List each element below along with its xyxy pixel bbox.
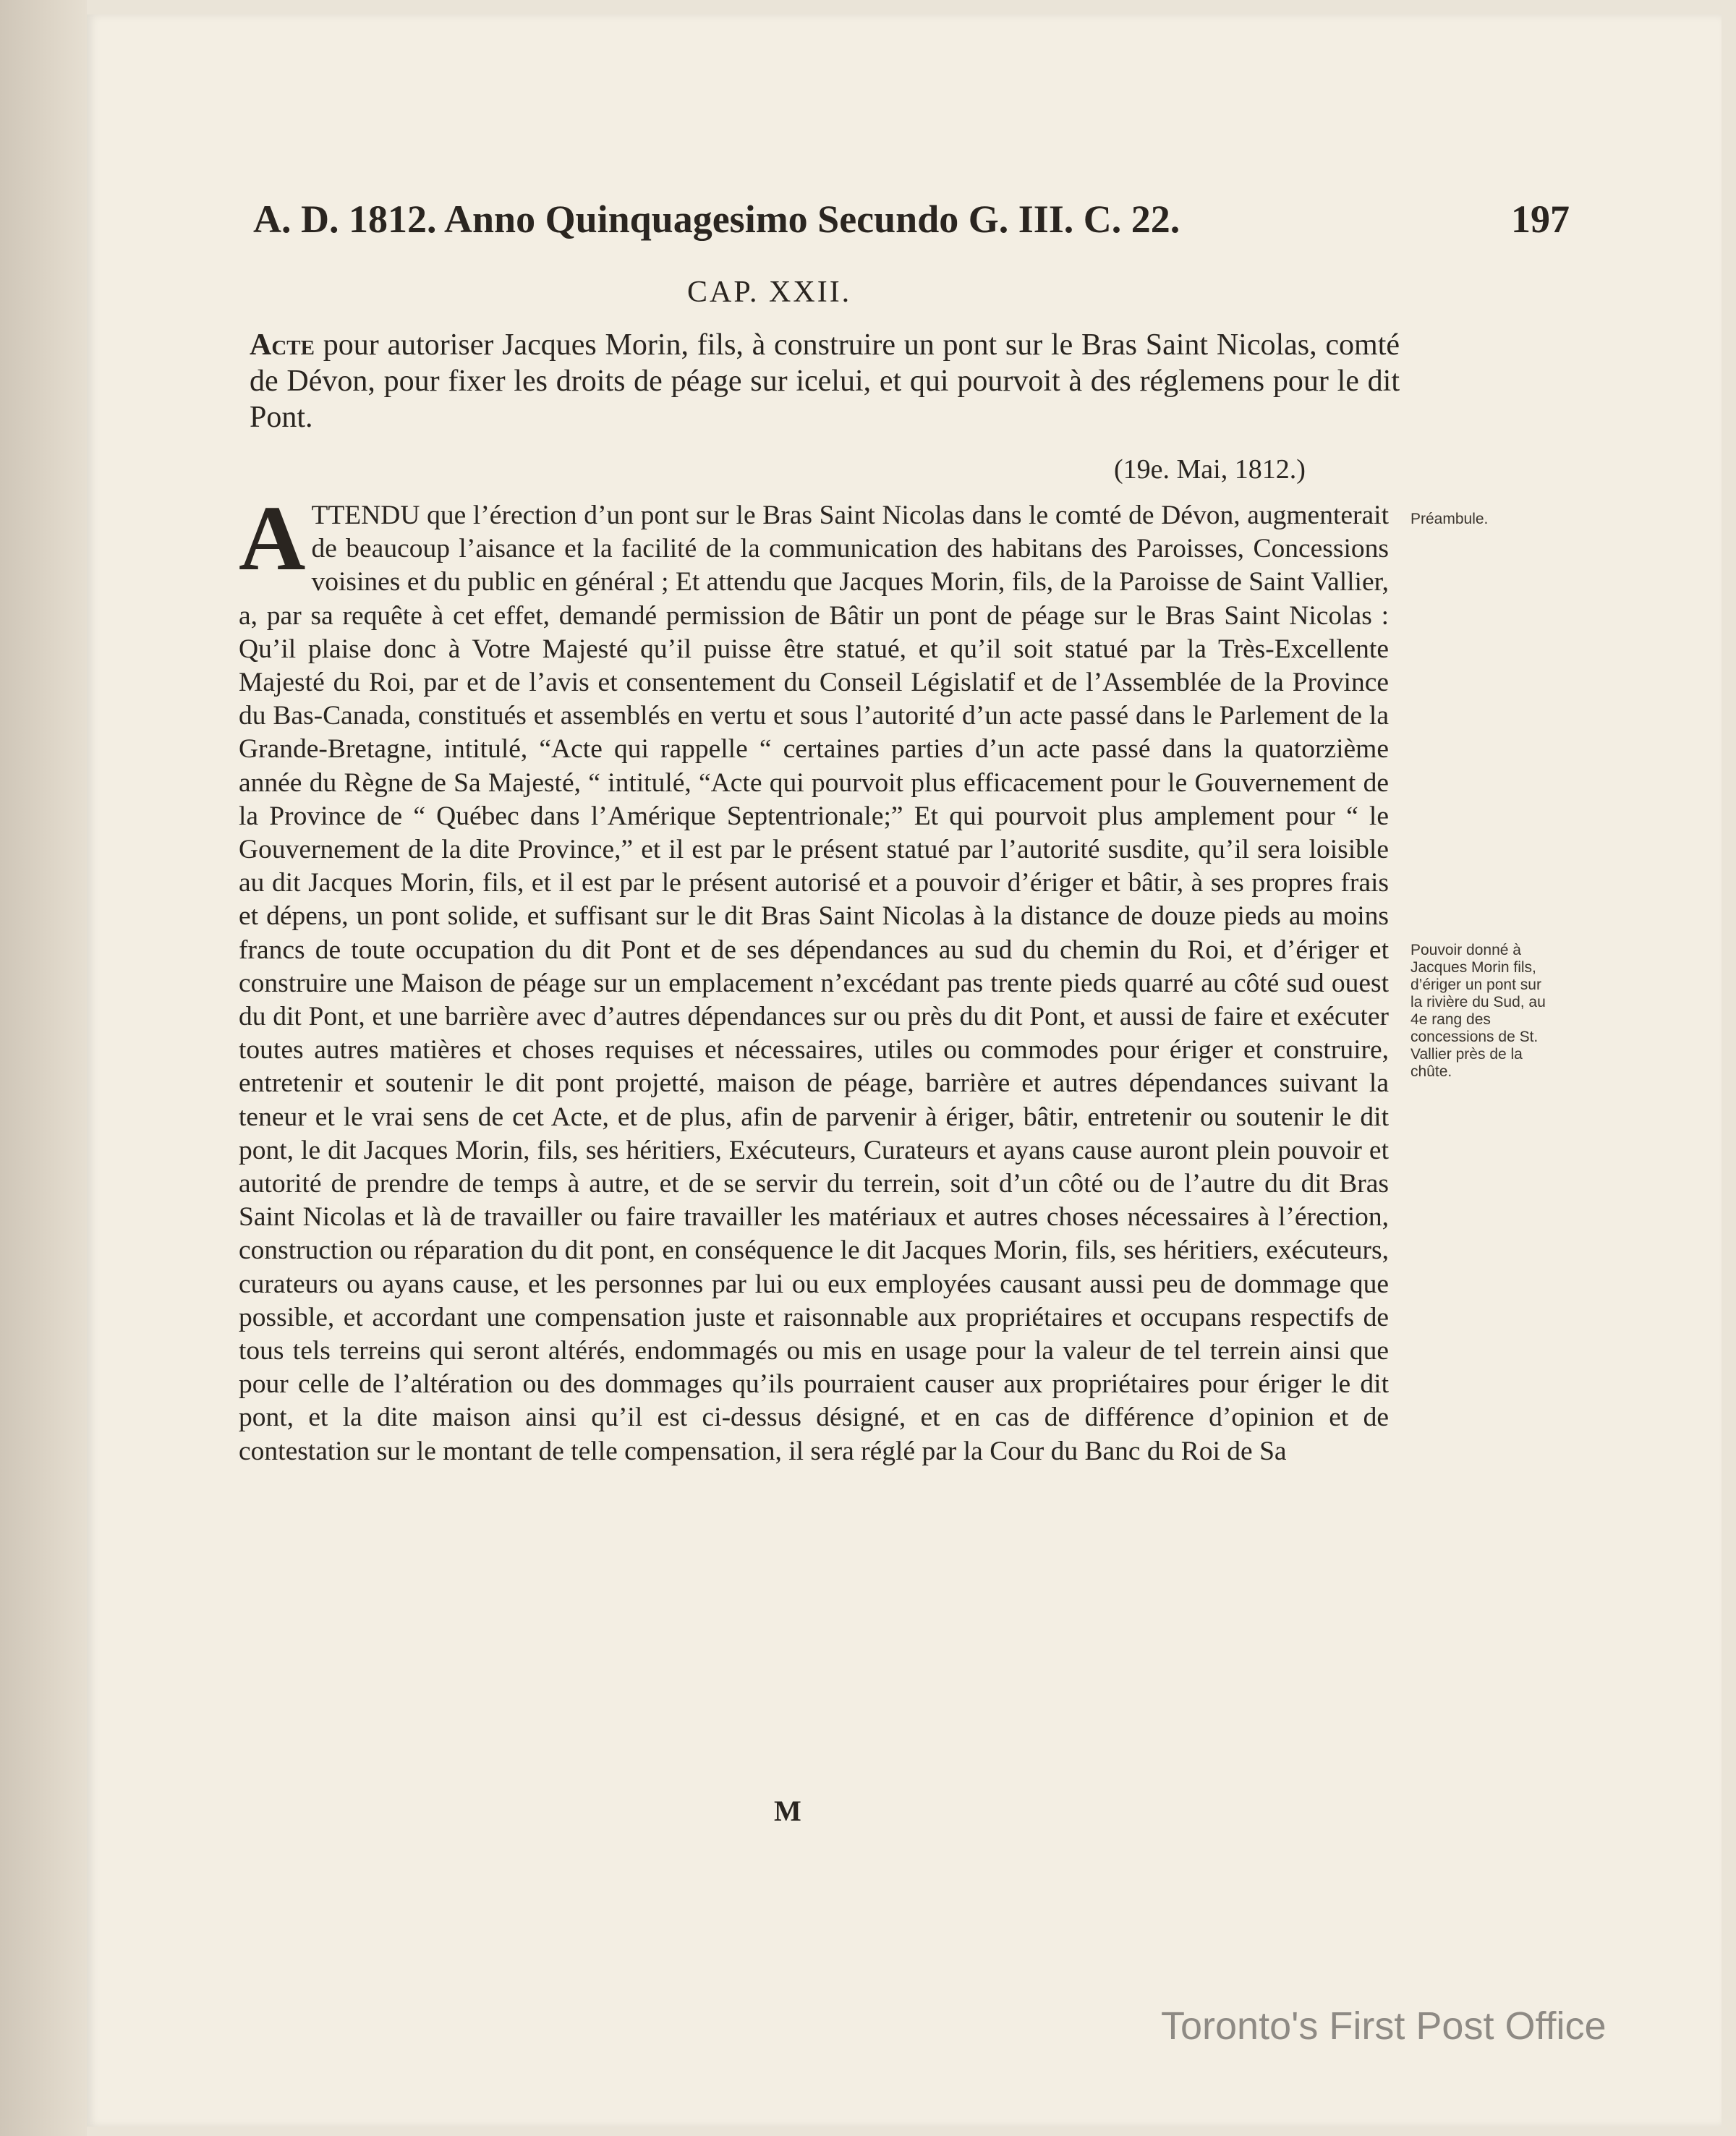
act-date: (19e. Mai, 1812.) (1114, 454, 1306, 485)
signature-mark: M (774, 1795, 801, 1827)
act-title-text: pour autoriser Jacques Morin, fils, à construire un pont sur le Bras Saint Nicolas, comté de Dévon, pour fixer les droits de péage sur icelui, et qui pourvoit à des réglemens pour le dit Pont. (250, 328, 1400, 434)
act-title-lead: Acte (250, 328, 315, 362)
chapter-heading: CAP. XXII. (687, 276, 852, 309)
running-header (253, 197, 1570, 243)
page-number: 197 (1511, 197, 1570, 241)
act-title (250, 327, 1400, 435)
act-body-text: TTENDU que l’érection d’un pont sur le Bras Saint Nicolas dans le comté de Dévon, augmenterait de beaucoup l’aisance et la facilité de la communication des habitans des Paroisses, Concessions voisines et du public en général ; Et attendu que Jacques Morin, fils, de la Paroisse de Saint Vallier, a, par sa requête à cet effet, demandé permission de Bâtir un pont de péage sur le Bras Saint Nicolas : Qu’il plaise donc à Votre Majesté qu’il puisse être statué, et qu’il soit statué par la Très-Excellente Majesté du Roi, par et de l’avis et consentement du Conseil Législatif et de l’Assemblée de la Province du Bas-Canada, constitués et assemblés en vertu et sous l’autorité d’un acte passé dans le Parlement de la Grande-Bretagne, intitulé, “Acte qui rappelle “ certaines parties d’un acte passé dans la quatorzième année du Règne de Sa Majesté, “ intitulé, “Acte qui pourvoit plus efficacement pour le Gouvernement de la Province de “ Québec dans l’Amérique Septentrionale;” Et qui pourvoit plus amplement pour “ le Gouvernement de la dite Province,” et il est par le présent statué par l’autorité susdite, qu’il sera loisible au dit Jacques Morin, fils, et il est par le présent autorisé et a pouvoir d’ériger et bâtir, à ses propres frais et dépens, un pont solide, et suffisant sur le dit Bras Saint Nicolas à la distance de douze pieds au moins francs de toute occupation du dit Pont et de ses dépendances au sud du chemin du Roi, et d’ériger et construire une Maison de péage sur un emplacement n’excédant pas trente pieds quarré au côté sud ouest du dit Pont, et une barrière avec d’autres dépendances sur ou près du dit Pont, et aussi de faire et exécuter toutes autres matières et choses requises et nécessaires, utiles ou commodes pour ériger et construire, entretenir et soutenir le dit pont projetté, maison de péage, barrière et autres dépendances suivant la teneur et le vrai sens de cet Acte, et de plus, afin de parvenir à ériger, bâtir, entretenir ou soutenir le dit pont, le dit Jacques Morin, fils, ses héritiers, Exécuteurs, Curateurs et ayans cause auront plein pouvoir et autorité de prendre de temps à autre, et de se servir du terrein, soit d’un côté ou de l’autre du dit Bras Saint Nicolas et là de travailler ou faire travailler les matériaux et autres choses nécessaires à l’érection, construction ou réparation du dit pont, en conséquence le dit Jacques Morin, fils, ses héritiers, exécuteurs, curateurs ou ayans cause, et les personnes par lui ou eux employées causant aussi peu de dommage que possible, et accordant une compensation juste et raisonnable aux propriétaires et occupans respectifs de tous tels terreins qui seront altérés, endommagés ou mis en usage pour la valeur de tel terrein ainsi que pour celle de l’altération ou des dommages qu’ils pourraient causer aux propriétaires pour ériger le dit pont, et la dite maison ainsi qu’il est ci-dessus désigné, et en cas de différence d’opinion et de contestation sur le montant de telle compensation, il sera réglé par la Cour du Banc du Roi de Sa (239, 501, 1389, 1466)
act-body (239, 487, 1389, 1468)
header-title: A. D. 1812. Anno Quinquagesimo Secundo G. III. C. 22. (253, 197, 1180, 241)
watermark-text: Toronto's First Post Office (1161, 2004, 1607, 2048)
drop-cap: A (239, 487, 306, 590)
margin-note-preamble: Préambule. (1410, 511, 1489, 527)
scan-shadow-edge (0, 0, 87, 2136)
margin-note-pouvoir: Pouvoir donné à Jacques Morin fils, d’ériger un pont sur la rivière du Sud, au 4e rang des concessions de St. Vallier près de la chûte. (1410, 942, 1546, 1080)
